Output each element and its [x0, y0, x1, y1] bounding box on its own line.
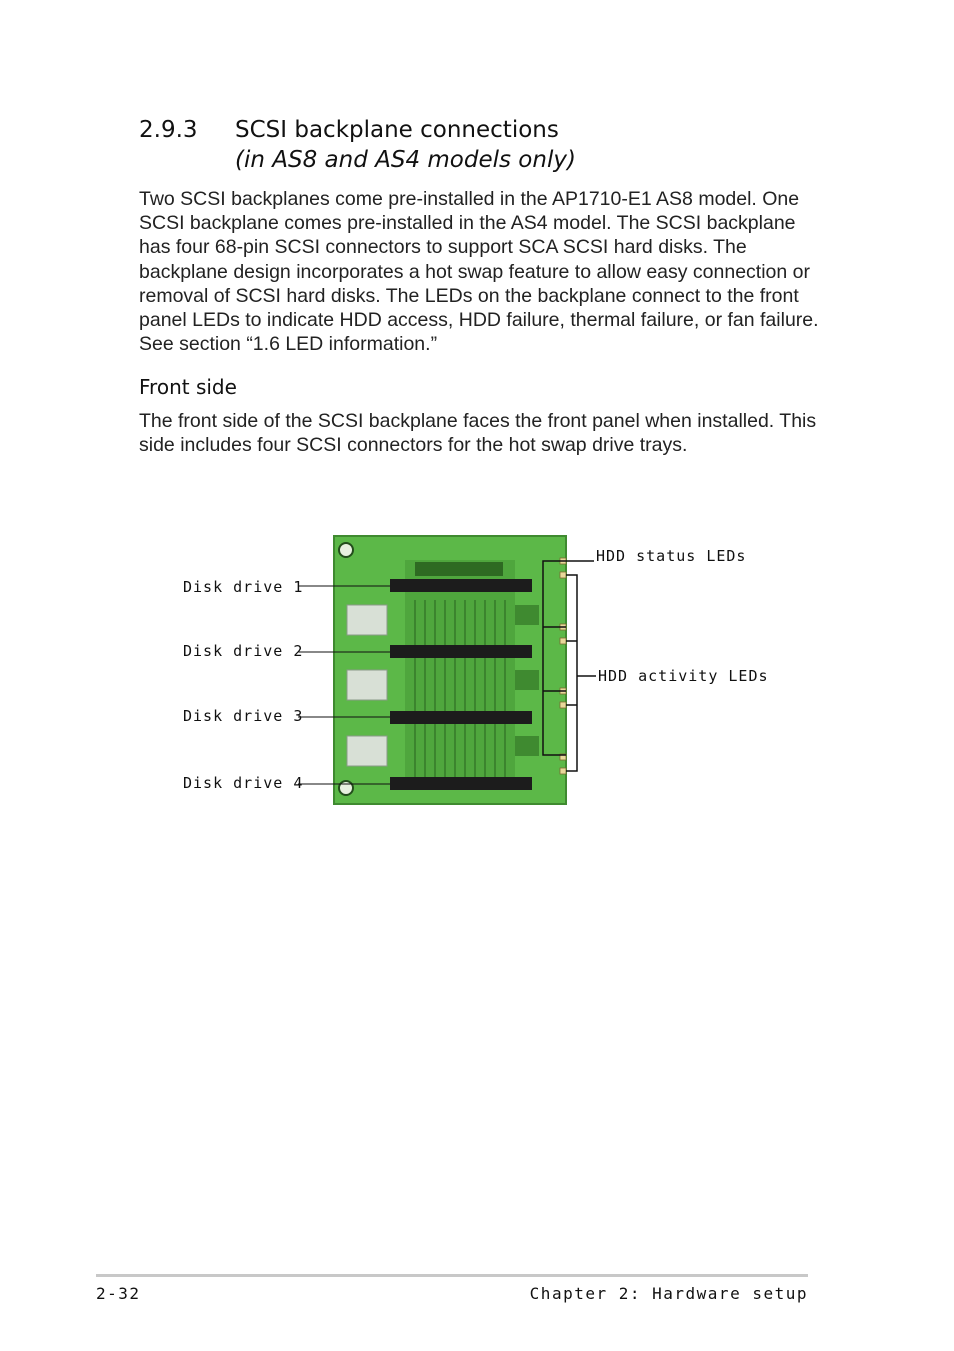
label-disk-drive-1: Disk drive 1	[183, 578, 304, 596]
front-side-heading: Front side	[139, 375, 237, 399]
activity-led-bracket	[566, 575, 596, 771]
label-disk-drive-4: Disk drive 4	[183, 774, 304, 792]
scsi-connector-2	[390, 645, 532, 658]
top-header	[415, 562, 503, 576]
scsi-connector-4	[390, 777, 532, 790]
component-3	[515, 736, 539, 756]
page-number: 2-32	[96, 1284, 141, 1303]
mounting-hole-bottom	[339, 781, 353, 795]
pad-1	[347, 605, 387, 635]
label-disk-drive-2: Disk drive 2	[183, 642, 304, 660]
component-1	[515, 605, 539, 625]
footer-rule	[96, 1274, 808, 1277]
component-2	[515, 670, 539, 690]
pad-3	[347, 736, 387, 766]
chapter-title: Chapter 2: Hardware setup	[529, 1284, 808, 1303]
section-subtitle: (in AS8 and AS4 models only)	[235, 147, 576, 173]
mounting-hole-top	[339, 543, 353, 557]
trace-area	[405, 560, 515, 790]
intro-paragraph: Two SCSI backplanes come pre-installed in the AP1710-E1 AS8 model. One SCSI backplane comes pre-installed in the AS4 model. The SCSI backplane has four 68-pin SCSI connectors to support SCA SCSI hard disks. The backplane design incorporates a hot swap feature to allow easy connection or removal of SCSI hard disks. The LEDs on the backplane connect to the front panel LEDs to indicate HDD access, HDD failure, thermal failure, or fan failure. See section “1.6 LED information.”	[139, 188, 819, 356]
label-disk-drive-3: Disk drive 3	[183, 707, 304, 725]
label-hdd-status-leds: HDD status LEDs	[596, 547, 747, 565]
label-hdd-activity-leds: HDD activity LEDs	[598, 667, 769, 685]
scsi-connector-1	[390, 579, 532, 592]
section-number: 2.9.3	[139, 117, 198, 143]
section-title: SCSI backplane connections	[235, 117, 559, 143]
front-side-paragraph: The front side of the SCSI backplane faces the front panel when installed. This side includes four SCSI connectors for the hot swap drive trays.	[139, 410, 817, 457]
pad-2	[347, 670, 387, 700]
scsi-connector-3	[390, 711, 532, 724]
